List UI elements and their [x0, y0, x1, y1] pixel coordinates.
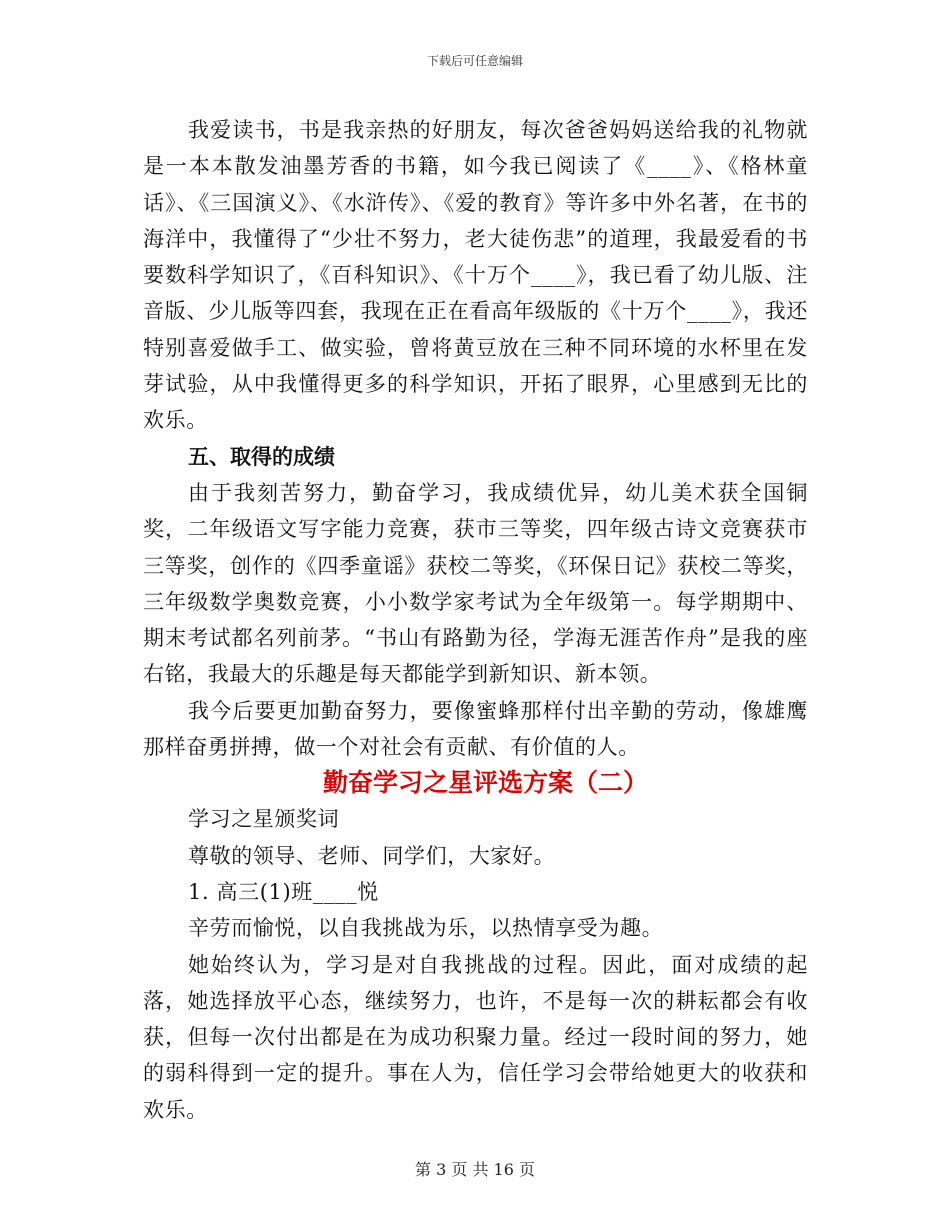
document-title-part2: 勤奋学习之星评选方案（二）	[322, 768, 648, 798]
document-body	[143, 112, 808, 1128]
paragraph-achievements: 由于我刻苦努力，勤奋学习，我成绩优异，幼儿美术获全国铜奖，二年级语文写字能力竞赛，获市三等奖，四年级古诗文竞赛获市三等奖，创作的《四季童谣》获校二等奖，《环保日记》获校二等奖，三年级数学奥数竞赛，小小数学家考试为全年级第一。每学期期中、期末考试都名列前茅。“书山有路勤为径，学海无涯苦作舟”是我的座右铭，我最大的乐趣是每天都能学到新知识、新本领。	[143, 480, 808, 687]
awardee-motto: 辛劳而愉悦，以自我挑战为乐，以热情享受为趣。	[188, 916, 664, 941]
greeting-line: 尊敬的领导、老师、同学们，大家好。	[188, 843, 556, 868]
paragraph-reading: 我爱读书，书是我亲热的好朋友，每次爸爸妈妈送给我的礼物就是一本本散发油墨芳香的书籍，如今我已阅读了《____》、《格林童话》、《三国演义》、《水浒传》、《爱的教育》等许多中外名著，在书的海洋中，我懂得了“少壮不努力，老大徒伤悲”的道理，我最爱看的书要数科学知识了，《百科知识》、《十万个____》，我已看了幼儿版、注音版、少儿版等四套，我现在正在看高年级版的《十万个____》，我还特别喜爱做手工、做实验，曾将黄豆放在三种不同环境的水杯里在发芽试验，从中我懂得更多的科学知识，开拓了眼界，心里感到无比的欢乐。	[143, 118, 808, 433]
paragraph-awardee-description: 她始终认为，学习是对自我挑战的过程。因此，面对成绩的起落，她选择放平心态，继续努力，也许，不是每一次的耕耘都会有收获，但每一次付出都是在为成功积聚力量。经过一段时间的努力，她的弱科得到一定的提升。事在人为，信任学习会带给她更大的收获和欢乐。	[143, 952, 808, 1122]
paragraph-future: 我今后要更加勤奋努力，要像蜜蜂那样付出辛勤的劳动，像雄鹰那样奋勇拼搏，做一个对社会有贡献、有价值的人。	[143, 698, 808, 760]
awardee-item-1: 1. 高三(1)班____悦	[188, 879, 379, 904]
section-heading-achievements: 五、取得的成绩	[188, 443, 335, 469]
page-number-footer: 第 3 页 共 16 页	[415, 1160, 535, 1179]
award-speech-label: 学习之星颁奖词	[188, 807, 340, 832]
page-header-note: 下载后可任意编辑	[426, 54, 523, 68]
